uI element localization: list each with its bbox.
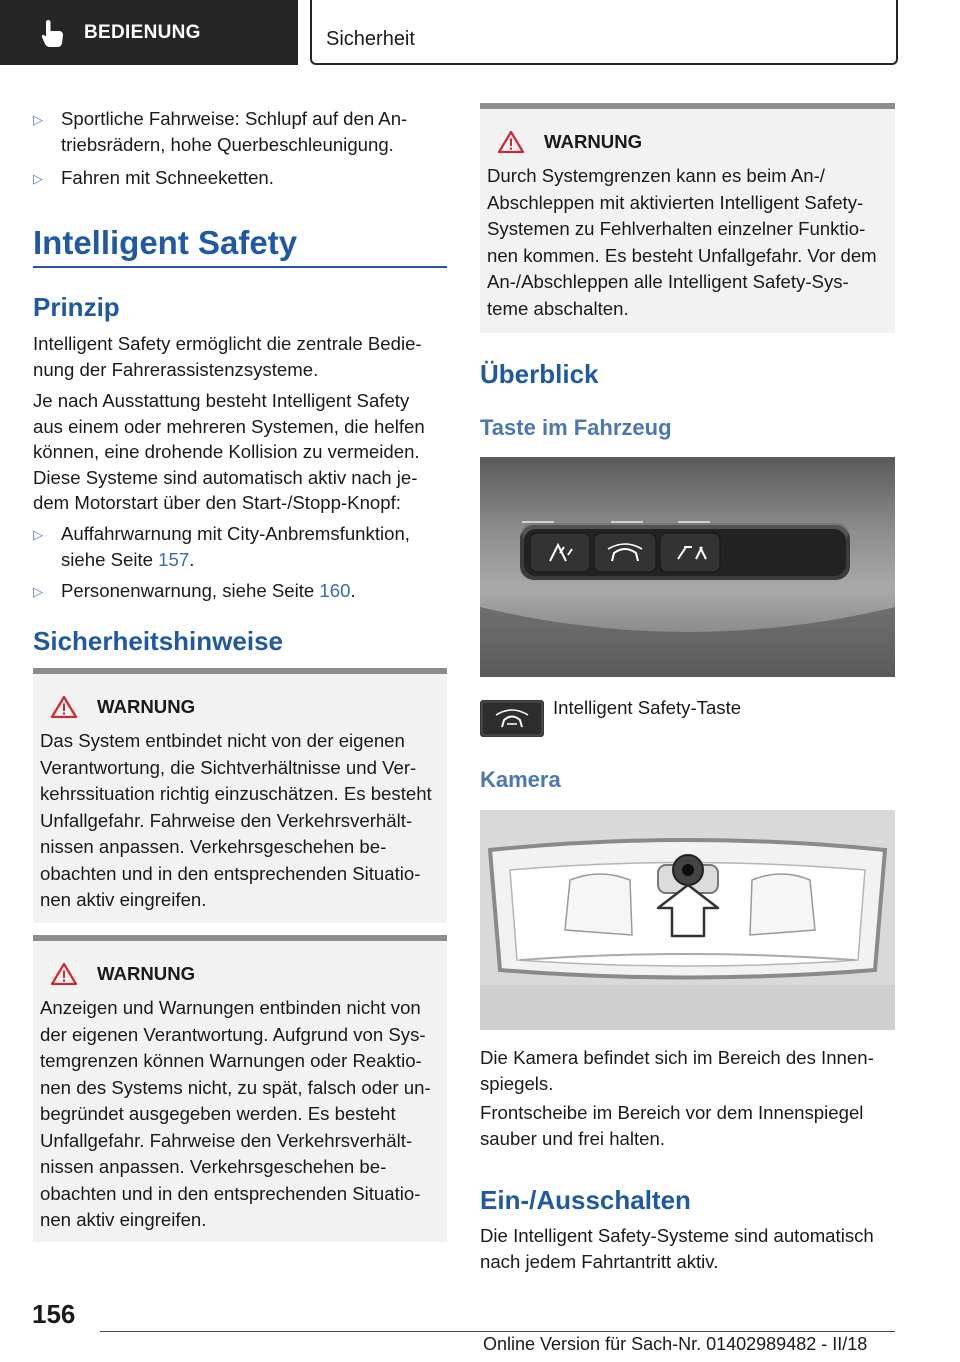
page-link[interactable]: 160 (319, 580, 351, 601)
warning-triangle-icon (498, 131, 524, 153)
warning-box (33, 668, 447, 923)
footer-text: Online Version für Sach-Nr. 01402989482 - II/18 (483, 1334, 868, 1354)
warning-text: Anzeigen und Warnungen entbinden nicht von der eigenen Verantwortung. Aufgrund von Sys- temgrenzen können Warnungen oder Reaktio- nen des Systems nicht, zu spät, falsch oder un- begründet ausgegeben werden. Es besteht Unfallgefahr. Fahrweise den Verkehrsverhält- nissen anpassen. Verkehrsgeschehen be- obachten und in den entsprechenden Situatio- nen aktiv eingreifen. (40, 997, 431, 1230)
ein-ausschalten-heading: Ein-/Ausschalten (480, 1185, 691, 1215)
bullet-triangle-icon: ▷ (33, 112, 43, 127)
page-title: Intelligent Safety (33, 224, 298, 261)
warning-title: WARNUNG (544, 131, 643, 152)
list-item-text: Personenwarnung, siehe Seite 160. (61, 580, 356, 601)
prinzip-paragraph-1: Intelligent Safety ermöglicht die zentrale Bedie- nung der Fahrerassistenzsysteme. (33, 333, 422, 380)
warning-header (51, 696, 195, 718)
list-item-text: Sportliche Fahrweise: Schlupf auf den An- triebsrädern, hohe Querbeschleunigung. (61, 108, 408, 155)
section-tab (0, 0, 298, 65)
hinweise-heading: Sicherheitshinweise (33, 626, 283, 656)
ueberblick-heading: Überblick (480, 359, 599, 389)
warning-box (480, 103, 895, 333)
title-rule (33, 266, 447, 268)
page-number: 156 (32, 1299, 76, 1329)
warning-text: Das System entbindet nicht von der eigenen Verantwortung, die Sichtverhältnisse und Ver- kehrssituation richtig einzuschätzen. Es besteht Unfallgefahr. Fahrweise den Verkehrsverhält- nissen anpassen. Verkehrsgeschehen be- obachten und in den entsprechenden Situatio- nen aktiv eingreifen. (40, 730, 432, 910)
warning-box (33, 935, 447, 1242)
chapter-title: Sicherheit (326, 28, 415, 50)
kamera-paragraph-2: Frontscheibe im Bereich vor dem Innenspiegel sauber und frei halten. (480, 1102, 864, 1149)
bullet-triangle-icon: ▷ (33, 527, 43, 542)
kamera-heading: Kamera (480, 767, 561, 792)
ein-paragraph: Die Intelligent Safety-Systeme sind automatisch nach jedem Fahrtantritt aktiv. (480, 1225, 874, 1272)
button-caption: Intelligent Safety-Taste (553, 697, 742, 718)
kamera-paragraph-1: Die Kamera befindet sich im Bereich des Innen- spiegels. (480, 1047, 874, 1094)
camera-location-photo (480, 810, 895, 1030)
list-item-text: Auffahrwarnung mit City-Anbremsfunktion, siehe Seite 157. (61, 523, 410, 570)
taste-heading: Taste im Fahrzeug (480, 415, 672, 440)
warning-title: WARNUNG (97, 963, 196, 984)
warning-triangle-icon (51, 696, 77, 718)
safety-button-photo (480, 457, 895, 677)
warning-title: WARNUNG (97, 696, 196, 717)
list-item-text: Fahren mit Schneeketten. (61, 167, 274, 188)
bullet-triangle-icon: ▷ (33, 171, 43, 186)
bullet-triangle-icon: ▷ (33, 584, 43, 599)
prinzip-paragraph-2: Je nach Ausstattung besteht Intelligent Safety aus einem oder mehreren Systemen, die helfen können, eine drohende Kollision zu vermeiden. Diese Systeme sind automatisch aktiv nach je- dem Motorstart über den Start-/Stopp-Knopf: (33, 390, 425, 513)
chapter-tab (310, 0, 898, 65)
hand-pointer-icon (40, 18, 66, 48)
section-title: BEDIENUNG (84, 21, 201, 43)
prinzip-heading: Prinzip (33, 292, 120, 322)
warning-text: Durch Systemgrenzen kann es beim An-/ Abschleppen mit aktivierten Intelligent Safety- Systemen zu Fehlverhalten einzelner Funktio- nen kommen. Es besteht Unfallgefahr. Vor dem An-/Abschleppen alle Intelligent Safety-Sys- teme abschalten. (487, 165, 877, 319)
warning-header (498, 131, 642, 153)
footer-rule (100, 1331, 895, 1332)
warning-triangle-icon (51, 963, 77, 985)
intelligent-safety-button-icon (480, 700, 544, 737)
page-link[interactable]: 157 (158, 548, 190, 570)
warning-header (51, 963, 195, 985)
